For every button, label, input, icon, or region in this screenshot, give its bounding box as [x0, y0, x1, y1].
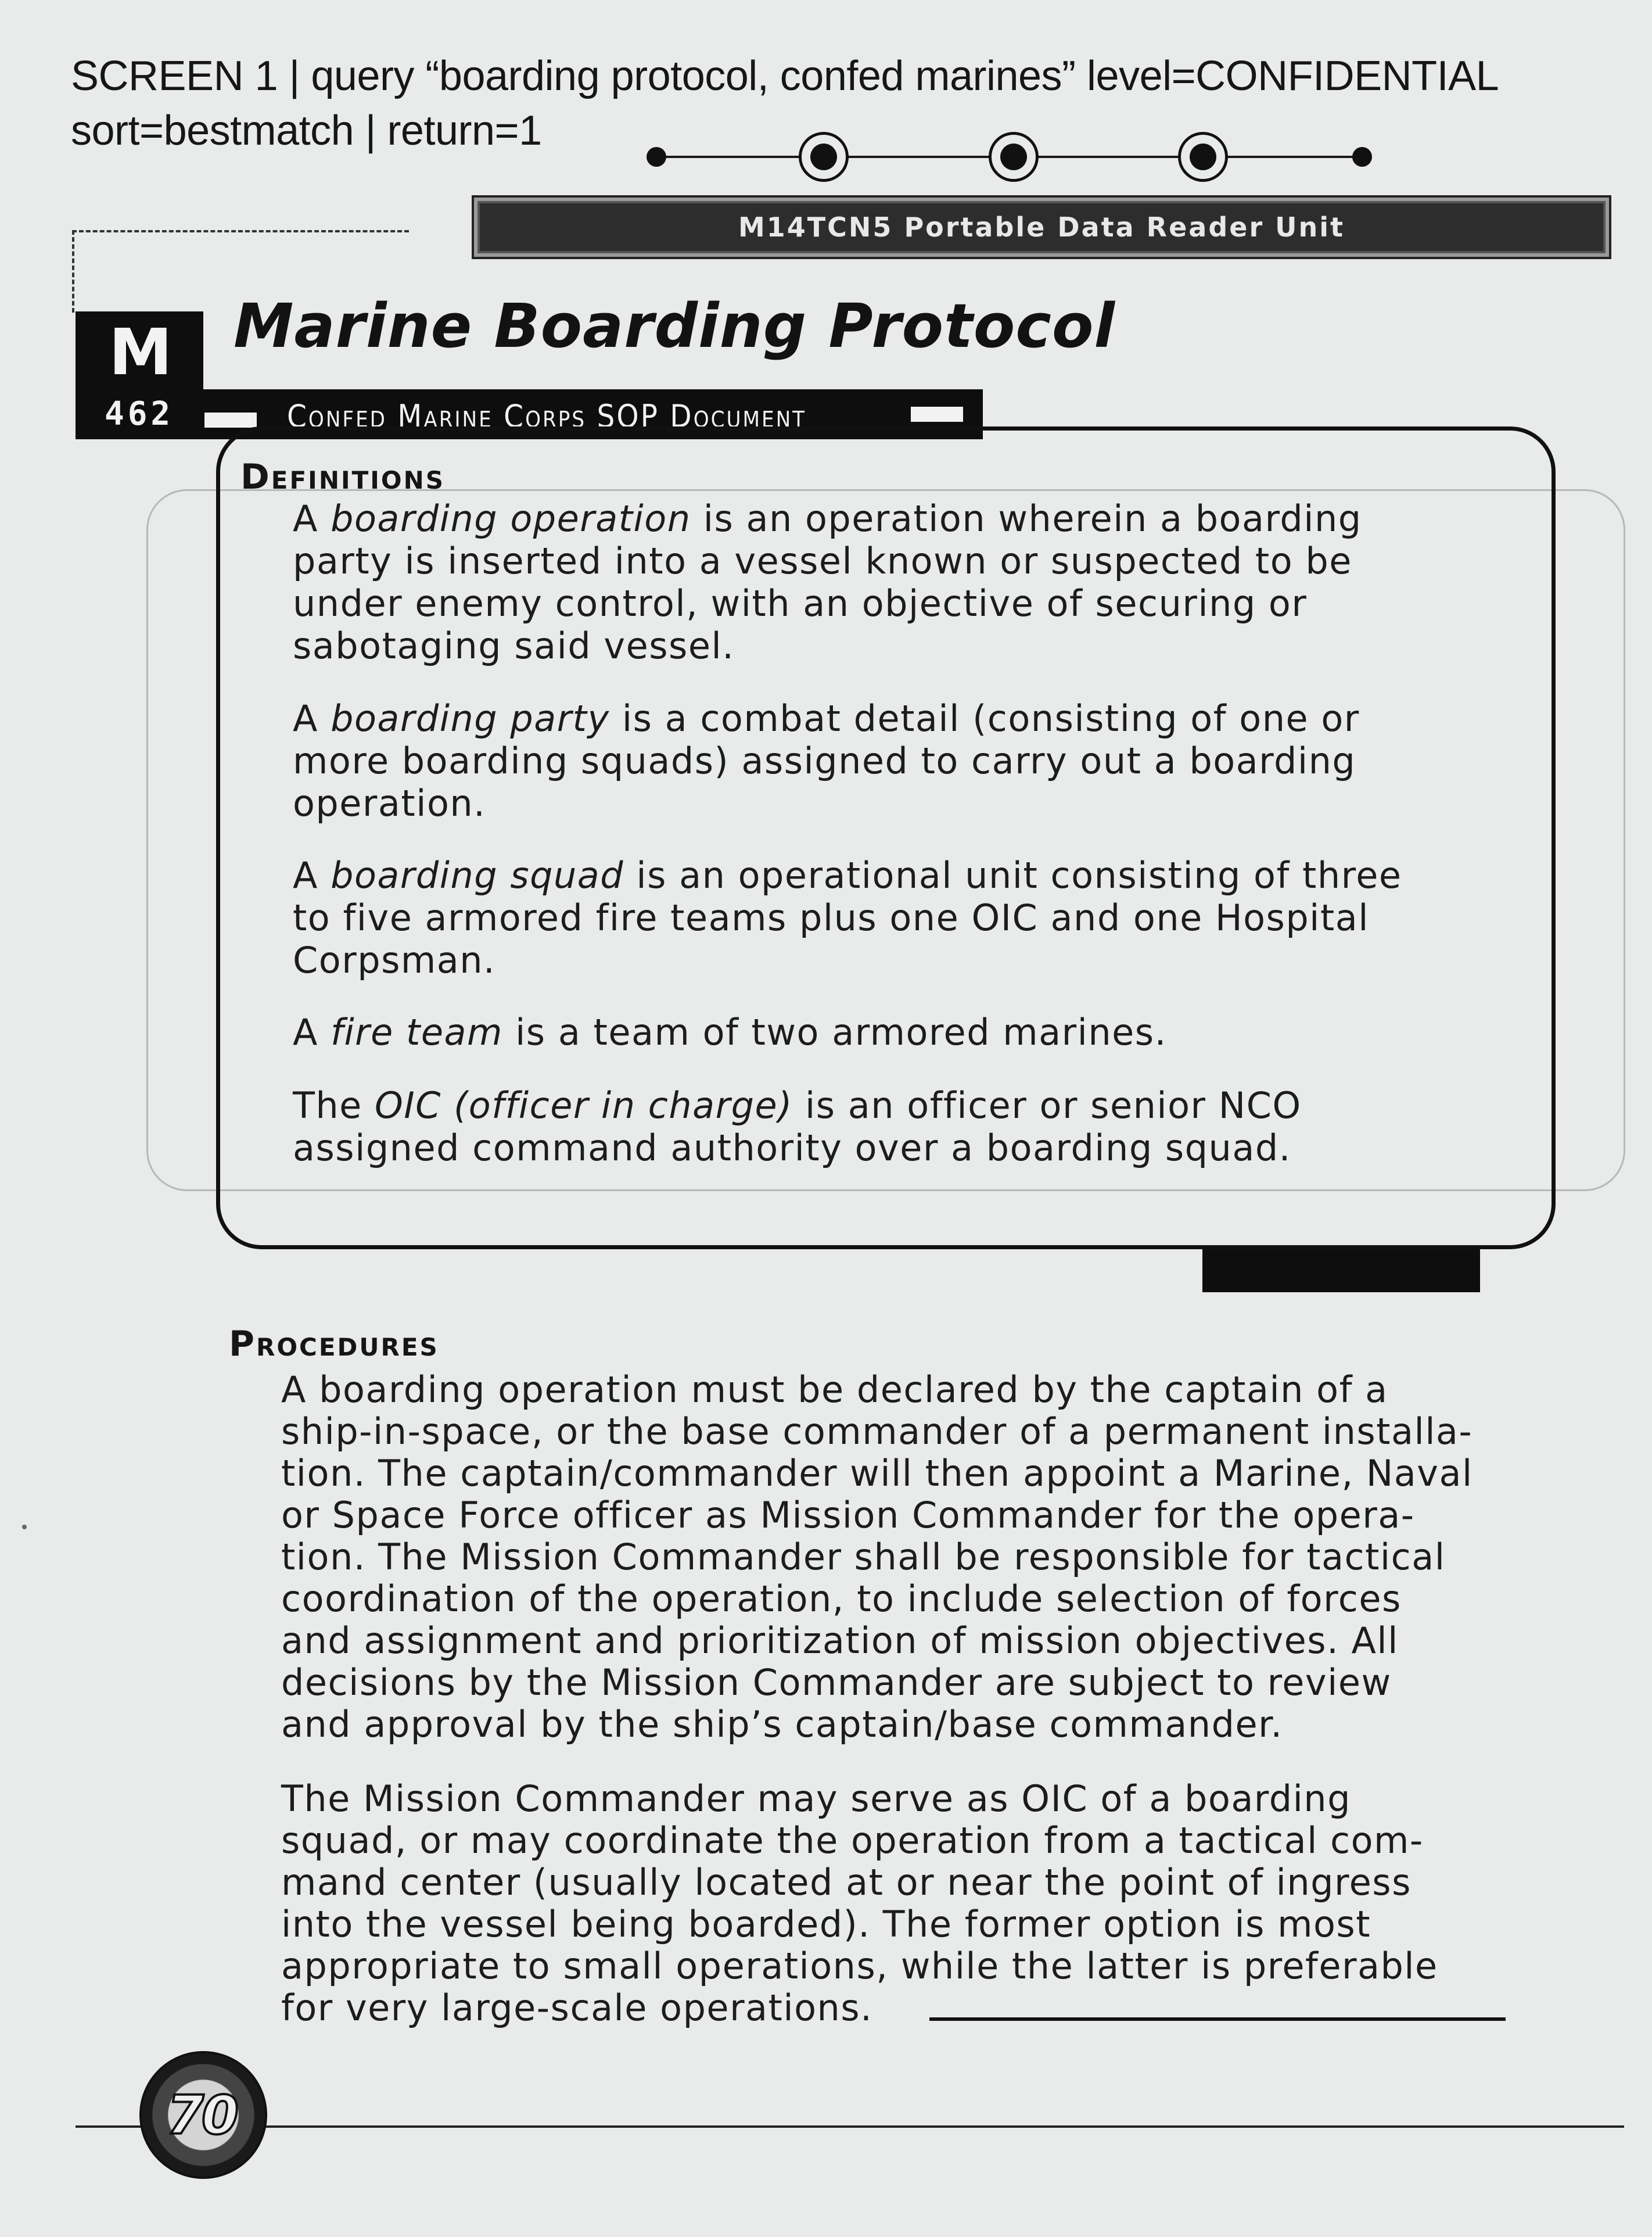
defined-term: boarding squad	[331, 854, 624, 897]
chain-end-dot-icon	[1352, 147, 1372, 167]
text: A	[293, 697, 331, 740]
entry-letter-tab	[76, 311, 203, 393]
text: is a combat detail (consisting of one or	[609, 697, 1360, 740]
text-line: squad, or may coordinate the operation from a tactical com-	[281, 1819, 1424, 1862]
defined-term: boarding operation	[331, 497, 691, 540]
dashed-bracket-top	[72, 230, 409, 232]
entry-letter: M	[109, 315, 170, 389]
query-line: SCREEN 1 | query “boarding protocol, confed marines” level=CONFIDENTIAL	[71, 53, 1499, 99]
text-line: The Mission Commander may serve as OIC of a boarding	[281, 1777, 1351, 1820]
text-line: and assignment and prioritization of mission objectives. All	[281, 1619, 1399, 1662]
chain-end-dot-icon	[647, 147, 666, 167]
text: party is inserted into a vessel known or suspected to be	[293, 540, 1352, 582]
text: is an operation wherein a boarding	[691, 497, 1362, 540]
sop-bar-marker	[204, 413, 257, 428]
page-number-badge	[139, 2051, 267, 2179]
query-options-line: sort=bestmatch | return=1	[71, 107, 542, 154]
defined-term: OIC (officer in charge)	[375, 1084, 793, 1127]
document-subtitle: Confed Marine Corps SOP Document	[287, 398, 807, 435]
dashed-bracket-side	[72, 230, 74, 313]
print-speck	[22, 1525, 27, 1529]
definitions-box-tab	[1202, 1249, 1480, 1292]
reader-unit-bar	[472, 195, 1611, 259]
footer-rule	[76, 2125, 1624, 2128]
text: A	[293, 497, 331, 540]
text: assigned command authority over a boarding squad.	[293, 1127, 1291, 1169]
text: more boarding squads) assigned to carry out a boarding	[293, 740, 1356, 782]
defined-term: boarding party	[331, 697, 610, 740]
text: is a team of two armored marines.	[502, 1011, 1167, 1053]
definition-oic	[293, 1084, 1302, 1169]
text-line: tion. The captain/commander will then appoint a Marine, Naval	[281, 1452, 1473, 1494]
definition-boarding-party	[293, 697, 1360, 824]
text-line: A boarding operation must be declared by the captain of a	[281, 1368, 1388, 1411]
chain-node-icon	[1178, 132, 1228, 182]
reader-unit-label: M14TCN5 Portable Data Reader Unit	[738, 211, 1345, 243]
text: The	[293, 1084, 375, 1127]
chain-node-icon	[989, 132, 1039, 182]
page-title: Marine Boarding Protocol	[234, 291, 1116, 361]
text: under enemy control, with an objective of securing or	[293, 582, 1308, 625]
entry-number: 462	[105, 395, 174, 433]
definition-boarding-squad	[293, 854, 1402, 981]
text: Corpsman.	[293, 939, 496, 981]
text-line: into the vessel being boarded). The former option is most	[281, 1903, 1371, 1945]
text: to five armored fire teams plus one OIC and one Hospital	[293, 897, 1369, 939]
page-number: 70	[166, 2084, 237, 2146]
text-line: mand center (usually located at or near the point of ingress	[281, 1861, 1412, 1903]
text-line: for very large-scale operations.	[281, 1987, 873, 2029]
defined-term: fire team	[331, 1011, 503, 1053]
end-of-section-rule	[929, 2017, 1506, 2021]
text: A	[293, 1011, 331, 1053]
text-line: or Space Force officer as Mission Commander for the opera-	[281, 1494, 1415, 1536]
definitions-heading: Definitions	[240, 457, 445, 497]
text: is an officer or senior NCO	[792, 1084, 1302, 1127]
sop-bar-marker	[911, 407, 963, 422]
procedures-paragraph-2	[281, 1778, 1438, 2029]
text: is an operational unit consisting of three	[624, 854, 1402, 897]
text-line: decisions by the Mission Commander are subject to review	[281, 1661, 1392, 1704]
text-line: ship-in-space, or the base commander of a permanent installa-	[281, 1410, 1473, 1453]
text: A	[293, 854, 331, 897]
text-line: and approval by the ship’s captain/base commander.	[281, 1703, 1283, 1745]
text-line: tion. The Mission Commander shall be responsible for tactical	[281, 1536, 1446, 1578]
text-line: coordination of the operation, to include selection of forces	[281, 1578, 1402, 1620]
text: sabotaging said vessel.	[293, 625, 735, 667]
chain-node-icon	[799, 132, 849, 182]
text-line: appropriate to small operations, while the latter is preferable	[281, 1945, 1438, 1987]
definition-boarding-operation	[293, 497, 1362, 667]
definition-fire-team	[293, 1011, 1167, 1053]
procedures-heading: Procedures	[229, 1324, 439, 1364]
text: operation.	[293, 782, 486, 824]
procedures-paragraph-1	[281, 1369, 1473, 1745]
